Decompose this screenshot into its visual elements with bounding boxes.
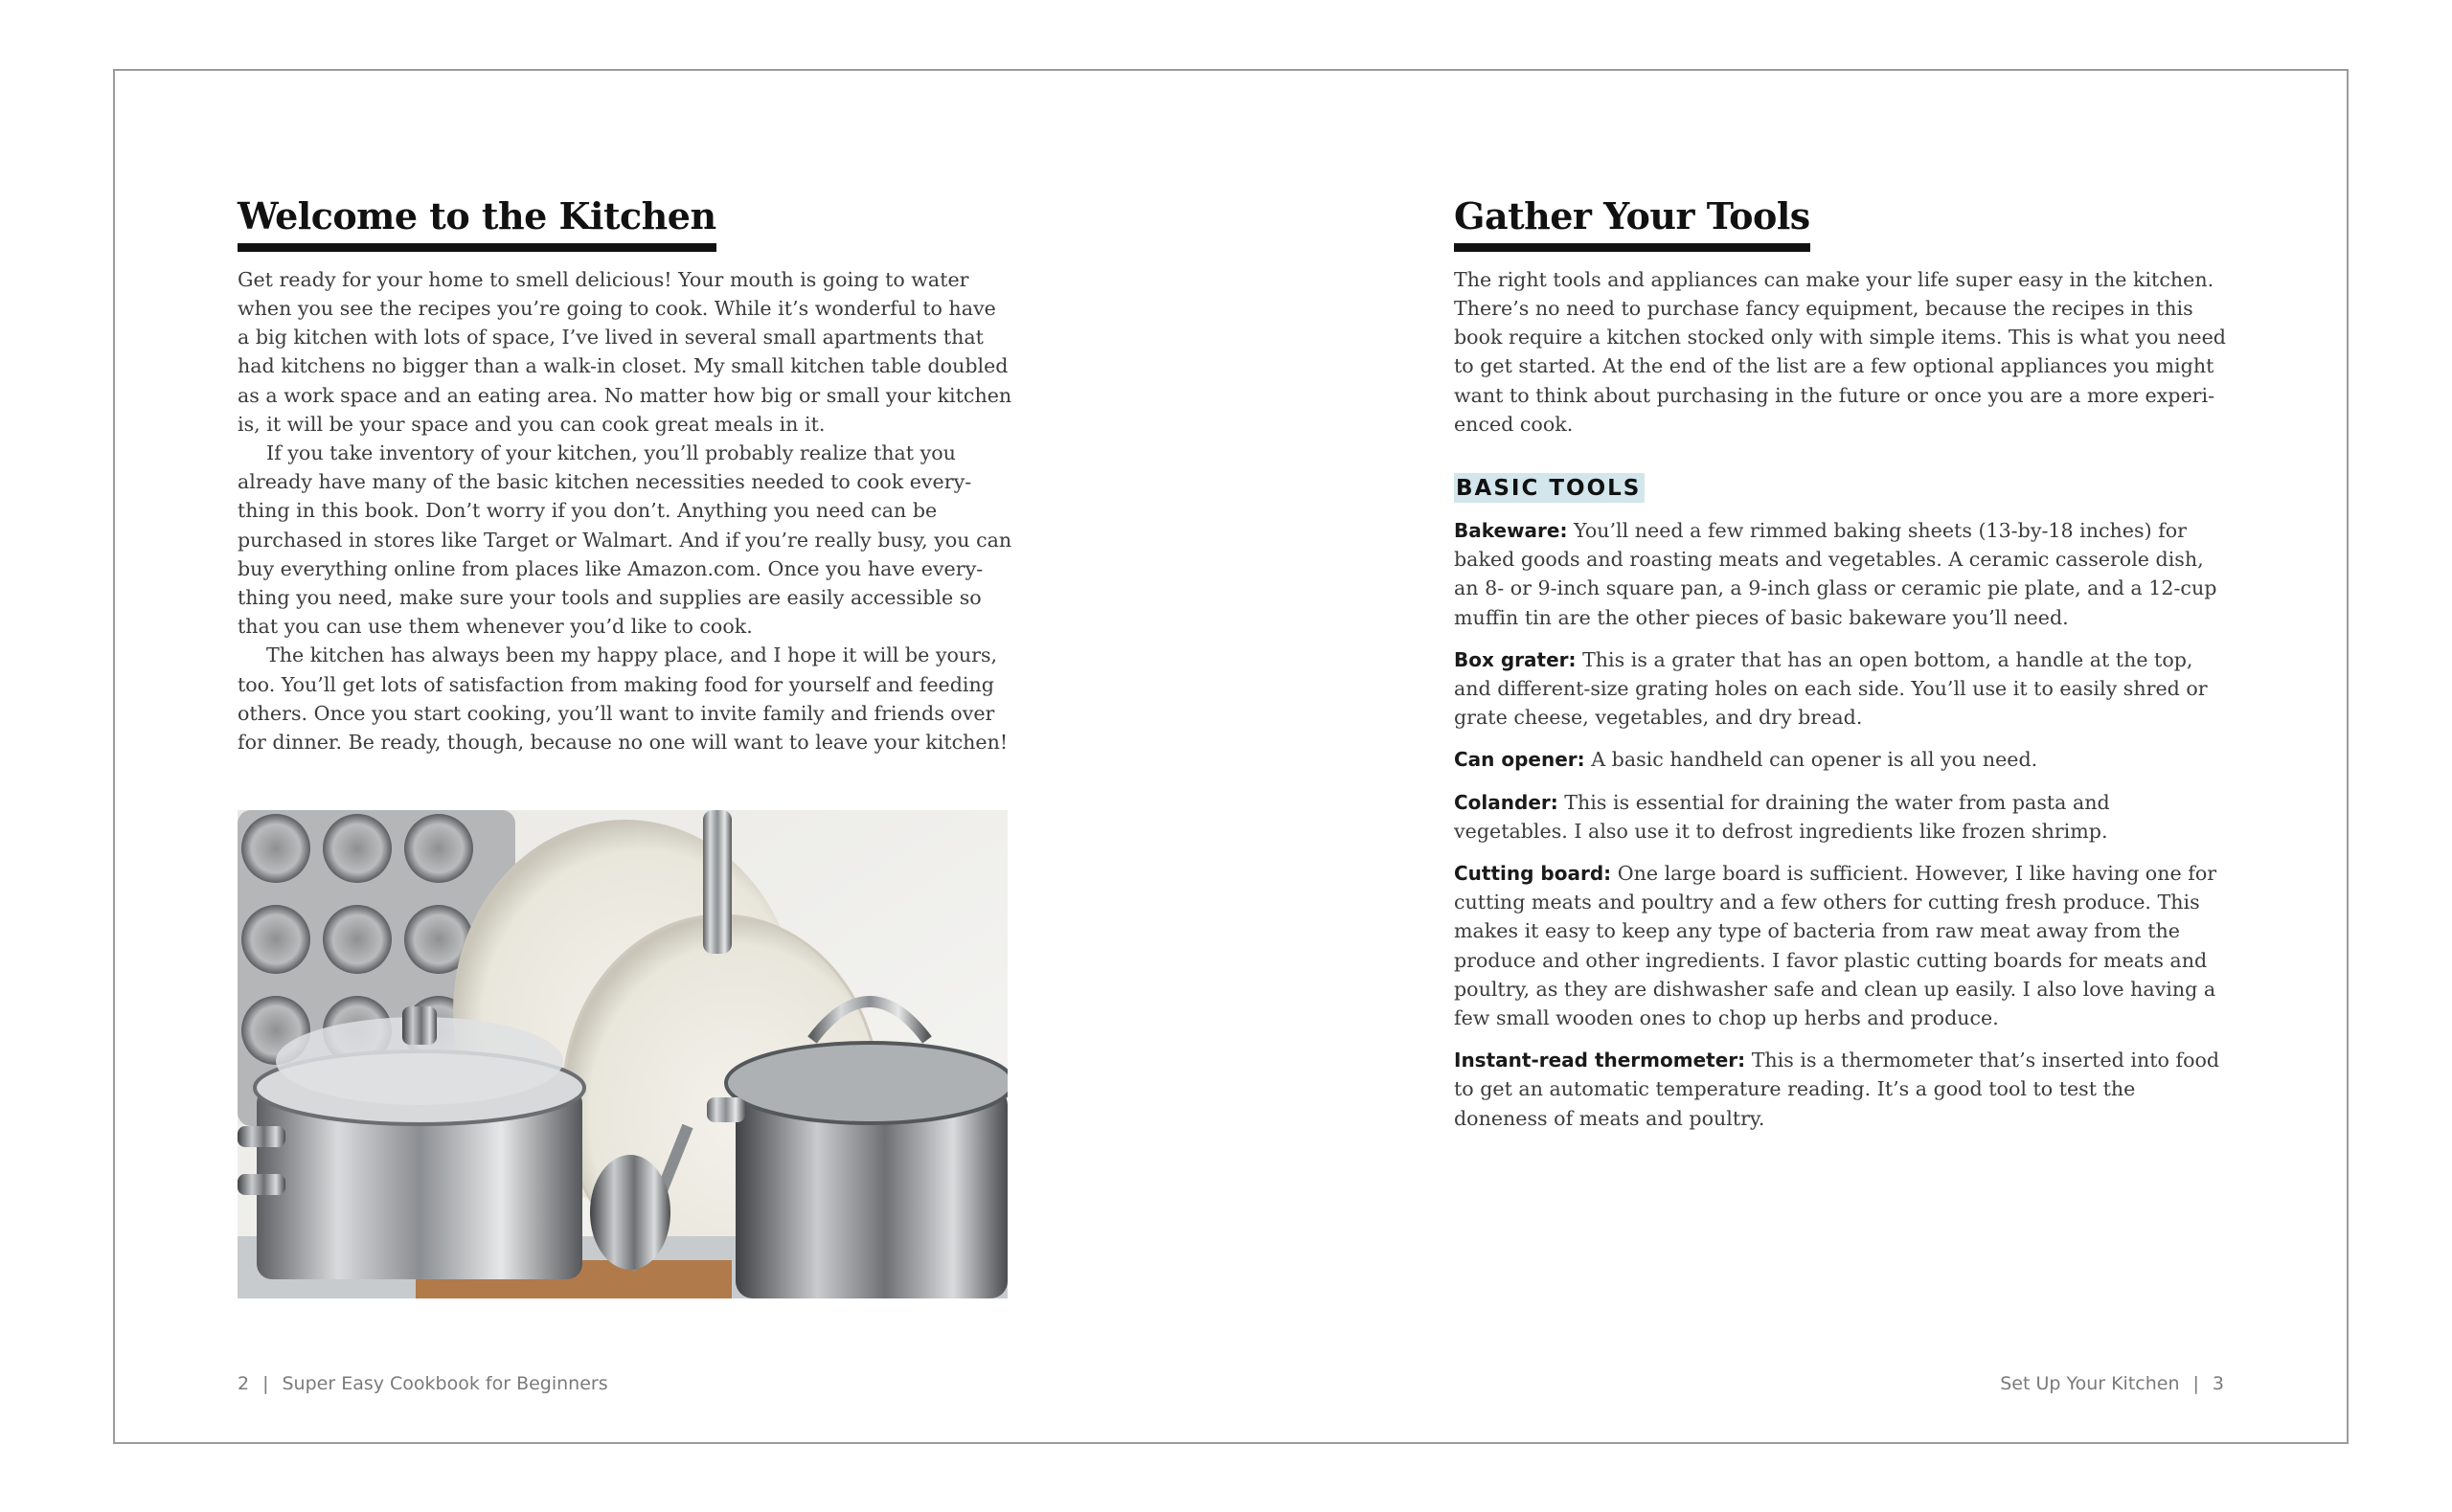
tool-description: This is a grater that has an open bottom, a handle at the top, and different-size grating holes on each side. You’ll use it to easily shred or grate cheese, vegetables, and dry bread. (1454, 647, 2208, 730)
chapter-title: Set Up Your Kitchen (2000, 1373, 2180, 1394)
tool-term: Box grater: (1454, 647, 1577, 671)
left-page-title: Welcome to the Kitchen (238, 195, 716, 252)
left-page-footer (238, 1373, 608, 1394)
page-number: 3 (2212, 1373, 2224, 1394)
footer-separator: | (2192, 1373, 2199, 1394)
right-page-footer (2000, 1373, 2224, 1394)
right-page-column (1454, 195, 2230, 1133)
paragraph: If you take inventory of your kitchen, you’ll probably realize that you already have many of the basic kitchen necessities needed to cook everything in this book. Don’t worry if you don’t. Anything you need can be purchased in stores like Target or Walmart. And if you’re really busy, you can buy everything online from places like Amazon.com. Once you have everything you need, make sure your tools and supplies are easily accessible so that you can use them whenever you’d like to cook. (238, 440, 1012, 639)
tool-description: You’ll need a few rimmed baking sheets (13-by-18 inches) for baked goods and roasting meats and vegetables. A ceramic casserole dish, an 8- or 9-inch square pan, a 9-inch glass or ceramic pie plate, and a 12-cup muffin tin are the other pieces of basic bakeware you’ll need. (1454, 518, 2217, 629)
footer-separator: | (262, 1373, 269, 1394)
left-page-column (238, 195, 1013, 756)
tool-term: Bakeware: (1454, 518, 1568, 542)
left-page-body (238, 265, 1013, 756)
tool-description: One large board is sufficient. However, I like having one for cutting meats and poultry and a few others for cutting fresh produce. This makes it easy to keep any type of bacteria from raw meat away from the produce and other ingredients. I favor plastic cutting boards for meats and poultry, as they are dishwasher safe and clean up easily. I also love having a few small wooden ones to chop up herbs and produce. (1454, 861, 2217, 1029)
basic-tools-subheading: BASIC TOOLS (1454, 473, 1645, 503)
tool-term: Cutting board: (1454, 861, 1612, 885)
tool-description: This is a thermometer that’s inserted into food to get an automatic temperature reading. It’s a good tool to test the doneness of meats and poultry. (1454, 1049, 2220, 1130)
paragraph: Get ready for your home to smell delicious! Your mouth is going to water when you see the recipes you’re going to cook. While it’s wonderful to have a big kitchen with lots of space, I’ve lived in several small apartments that had kitchens no bigger than a walk-in closet. My small kitchen table doubled as a work space and an eating area. No matter how big or small your kitchen is, it will be your space and you can cook great meals in it. (238, 267, 1012, 436)
tool-entry (1454, 516, 2230, 632)
tool-entry (1454, 745, 2230, 774)
tool-entry (1454, 1046, 2230, 1133)
right-page-intro: The right tools and appliances can make your life super easy in the kitchen. There’s no need to purchase fancy equipment, because the recipes in this book require a kitchen stocked only with simple items. This is what you need to get started. At the end of the list are a few optional appliances you might want to think about purchasing in the future or once you are a more experienced cook. (1454, 267, 2226, 436)
kitchen-cookware-photo (238, 810, 1008, 1298)
tool-term: Instant-read thermometer: (1454, 1049, 1746, 1072)
book-title: Super Easy Cookbook for Beginners (282, 1373, 608, 1394)
book-spread (113, 69, 2349, 1444)
tool-entry (1454, 645, 2230, 733)
right-page-title: Gather Your Tools (1454, 195, 1810, 252)
cookware-illustration (238, 810, 1008, 1298)
tool-description: A basic handheld can opener is all you need. (1591, 748, 2038, 772)
paragraph: The kitchen has always been my happy place, and I hope it will be yours, too. You’ll get lots of satisfaction from making food for yourself and feeding others. Once you start cooking, you’ll want to invite family and friends over for dinner. Be ready, though, because no one will want to leave your kitchen! (238, 643, 1009, 754)
tool-term: Colander: (1454, 790, 1558, 814)
page-number: 2 (238, 1373, 250, 1394)
tool-description: This is essential for draining the water from pasta and vegetables. I also use it to defrost ingredients like frozen shrimp. (1454, 790, 2110, 843)
tool-term: Can opener: (1454, 748, 1585, 772)
tool-entry (1454, 859, 2230, 1032)
tool-entry (1454, 788, 2230, 846)
